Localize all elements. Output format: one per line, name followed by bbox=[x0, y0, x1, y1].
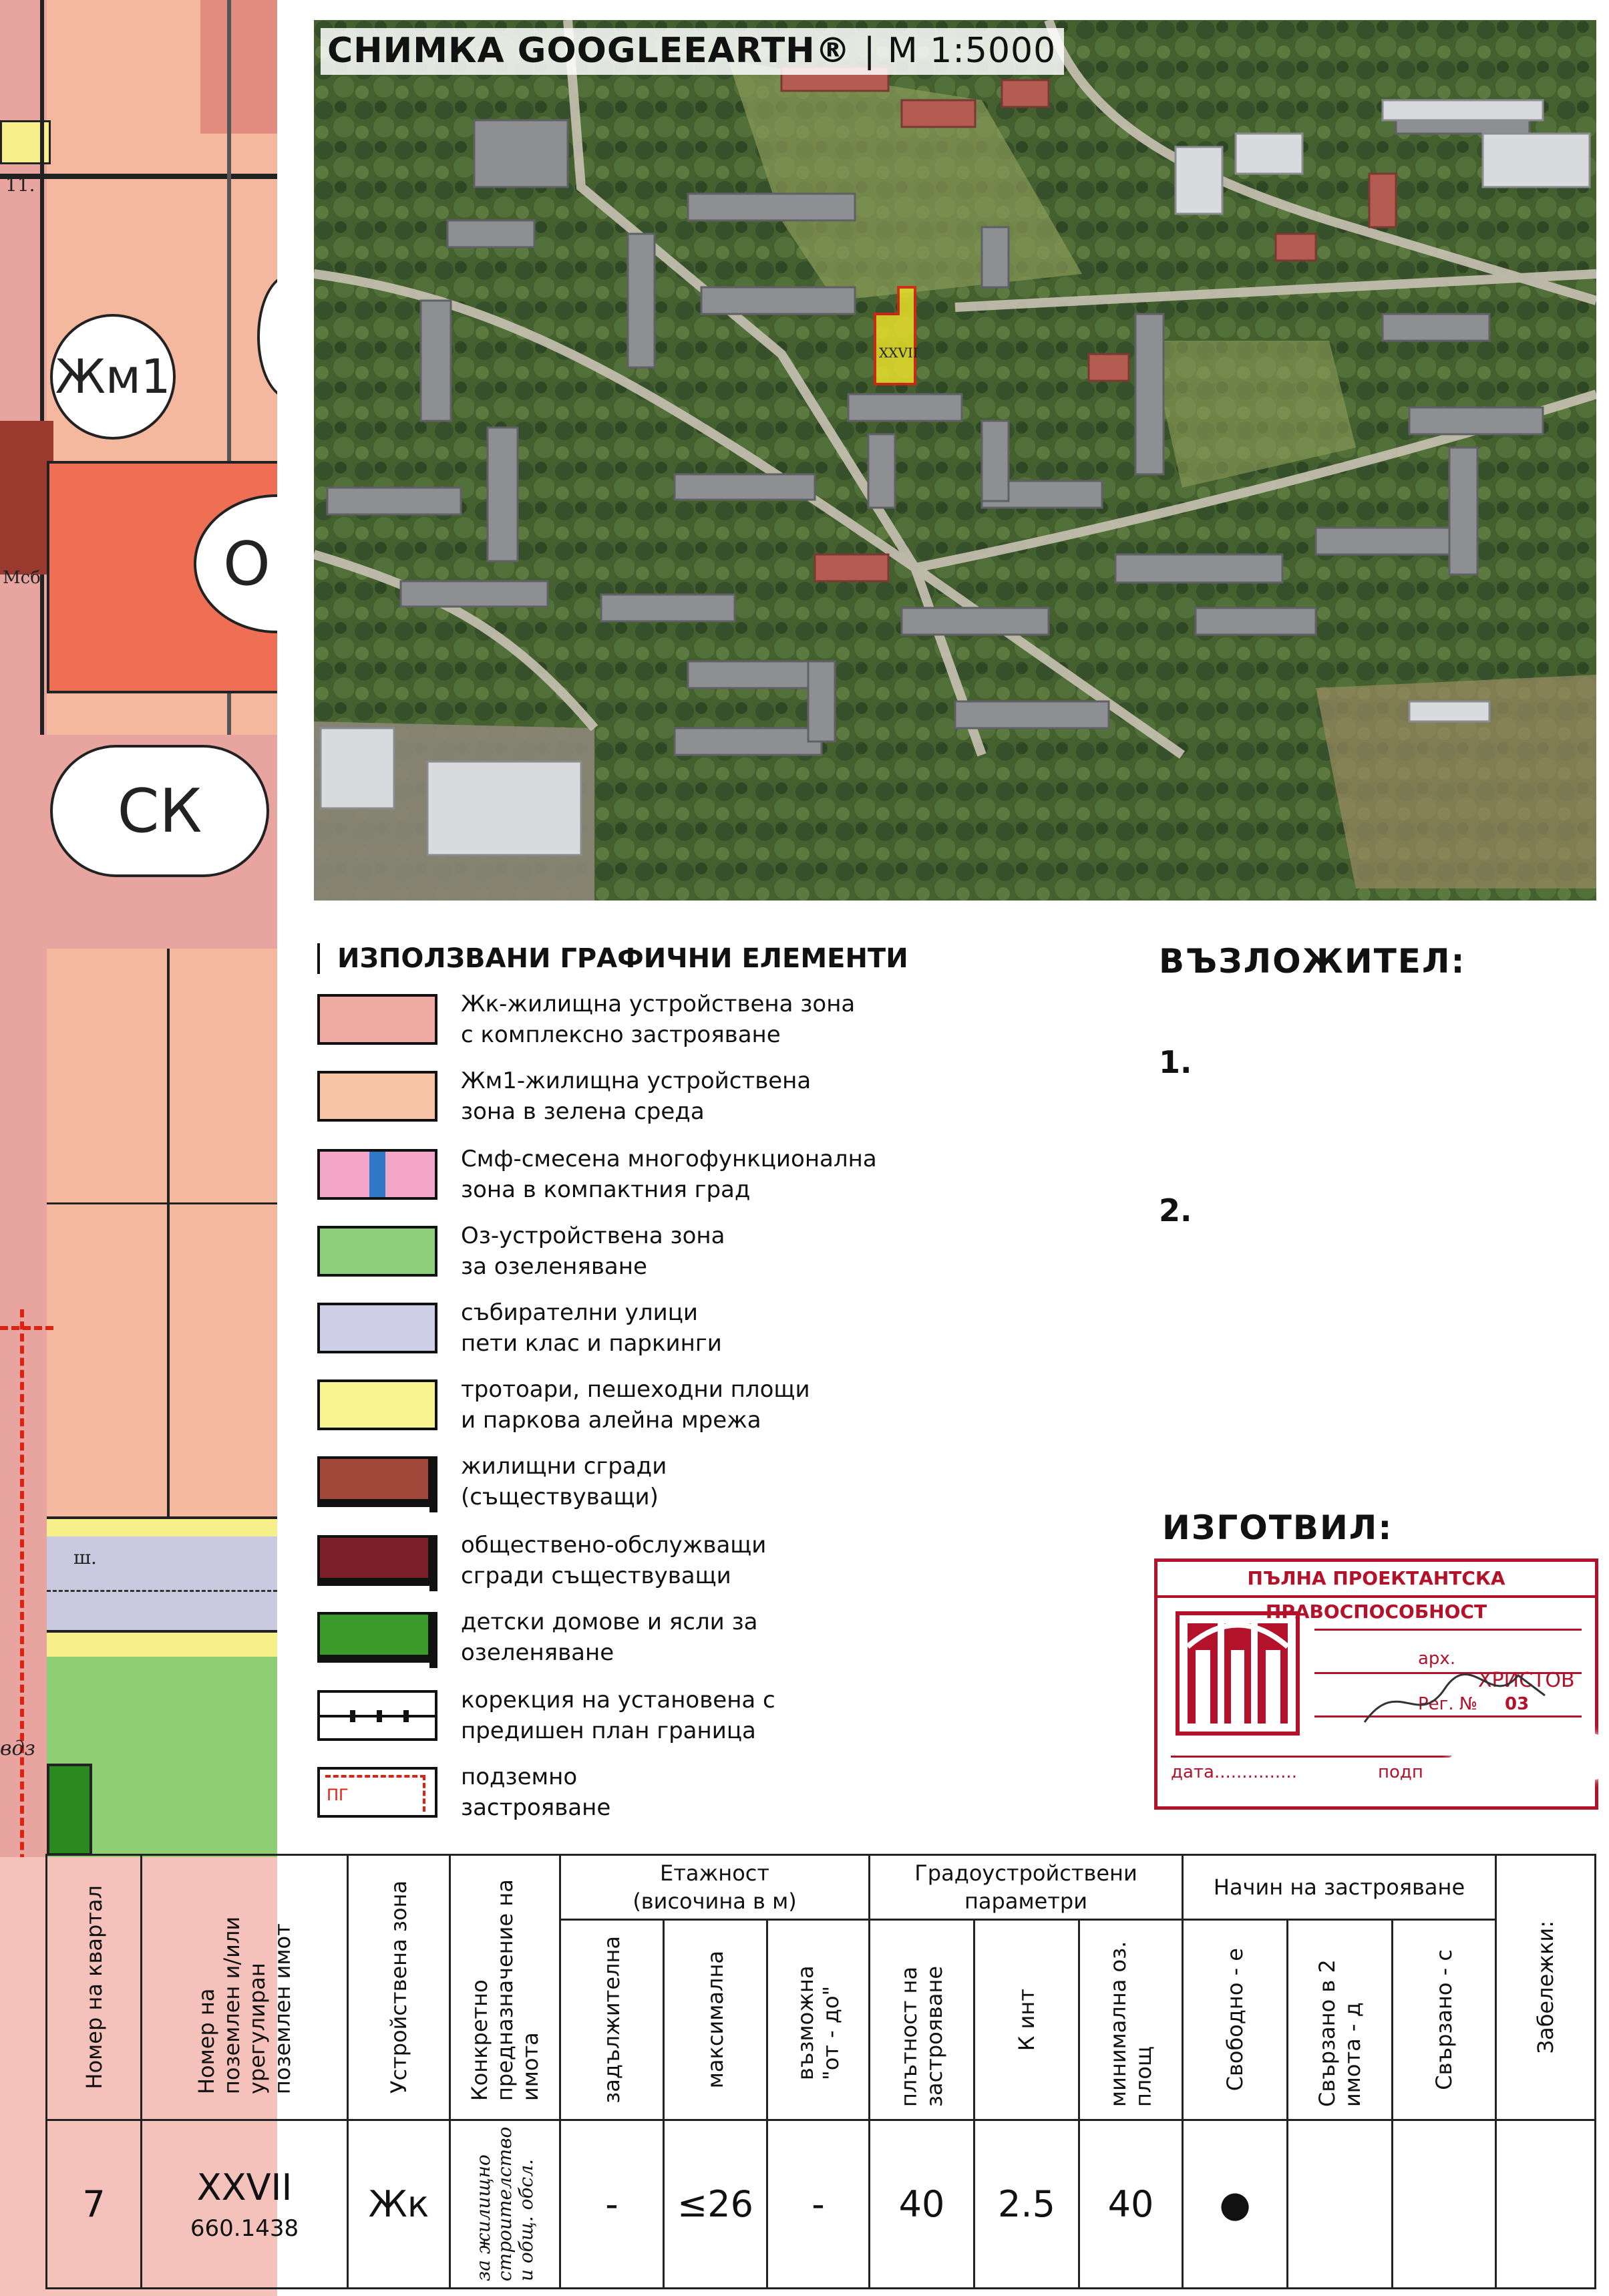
legend-text: Смф-смесена многофункционална зона в компактния град bbox=[461, 1146, 877, 1203]
legend-item bbox=[317, 989, 985, 1055]
legend-item bbox=[317, 1297, 985, 1364]
stamp-header: ПЪЛНА ПРОЕКТАНТСКА ПРАВОСПОСОБНОСТ bbox=[1157, 1562, 1595, 1598]
map-fragment-text: вдз bbox=[0, 1737, 35, 1760]
header-build-group: Начин на застрояване bbox=[1182, 1854, 1497, 1921]
map-fragment-text: ш. bbox=[73, 1546, 97, 1569]
legend-item bbox=[317, 1762, 985, 1828]
legend-item bbox=[317, 1220, 985, 1287]
map-fragment-text: 11. bbox=[5, 174, 35, 196]
aerial-title-text: СНИМКА GOOGLEEARTH® bbox=[327, 31, 851, 71]
legend-swatch bbox=[317, 1149, 437, 1200]
header-possible: възможна "от - до" bbox=[766, 1919, 870, 2121]
legend-item bbox=[317, 1685, 985, 1752]
legend-text: тротоари, пешеходни площи и паркова алейна мрежа bbox=[461, 1376, 810, 1434]
legend-text: подземно застрояване bbox=[461, 1764, 611, 1821]
legend-text: Жм1-жилищна устройствена зона в зелена среда bbox=[461, 1068, 812, 1125]
cell-block-no: 7 bbox=[45, 2119, 142, 2289]
zone-circle-zhm1 bbox=[50, 314, 176, 440]
header-params-group: Градоустройствени параметри bbox=[868, 1854, 1184, 1921]
assignor-item-2: 2. bbox=[1159, 1192, 1192, 1228]
header-zone: Устройствена зона bbox=[347, 1854, 451, 2121]
architect-stamp bbox=[1154, 1559, 1598, 1810]
aerial-photo bbox=[314, 20, 1596, 900]
red-dashed-boundary bbox=[0, 1326, 53, 1330]
header-linked: Свързано - с bbox=[1391, 1919, 1497, 2121]
zone-oval-sk bbox=[50, 745, 269, 877]
prepared-by-label: ИЗГОТВИЛ: bbox=[1162, 1508, 1393, 1547]
legend-text: жилищни сгради (съществуващи) bbox=[461, 1453, 667, 1510]
header-kint: К инт bbox=[973, 1919, 1080, 2121]
header-density: плътност на застрояване bbox=[868, 1919, 975, 2121]
cell-possible: - bbox=[766, 2119, 870, 2289]
legend-swatch bbox=[317, 1612, 437, 1663]
header-free: Свободно - е bbox=[1182, 1919, 1288, 2121]
stamp-reg-no: 03 bbox=[1505, 1694, 1530, 1714]
header-notes: Забележки: bbox=[1495, 1854, 1596, 2121]
corner-zone bbox=[200, 0, 277, 134]
cell-density: 40 bbox=[868, 2119, 975, 2289]
legend-text: детски домове и ясли за озеленяване bbox=[461, 1609, 758, 1666]
legend-item bbox=[317, 1530, 985, 1597]
chamber-logo-icon bbox=[1174, 1610, 1301, 1737]
existing-building bbox=[0, 421, 53, 575]
header-block-no: Номер на квартал bbox=[45, 1854, 142, 2121]
legend-text: обществено-обслужващи сгради съществуващи bbox=[461, 1532, 767, 1589]
assignor-label: ВЪЗЛОЖИТЕЛ: bbox=[1159, 942, 1466, 981]
stamp-reg: Рег. № bbox=[1418, 1694, 1477, 1714]
stamp-name: ХРИСТОВ bbox=[1478, 1669, 1575, 1692]
legend-swatch bbox=[317, 1303, 437, 1353]
cell-min-green: 40 bbox=[1078, 2119, 1184, 2289]
aerial-scale: | М 1:5000 bbox=[863, 31, 1057, 71]
legend-text: Оз-устройствена зона за озеленяване bbox=[461, 1222, 725, 1280]
legend-item bbox=[317, 1065, 985, 1132]
legend-swatch bbox=[317, 1226, 437, 1277]
legend-title: ИЗПОЛЗВАНИ ГРАФИЧНИ ЕЛЕМЕНТИ bbox=[317, 943, 908, 974]
legend-swatch bbox=[317, 1535, 437, 1586]
legend-text: събирателни улици пети клас и паркинги bbox=[461, 1299, 722, 1357]
legend-swatch bbox=[317, 1071, 437, 1122]
legend-text: Жк-жилищна устройствена зона с комплексно застрояване bbox=[461, 991, 856, 1048]
cell-notes bbox=[1495, 2119, 1596, 2289]
signature-scribble bbox=[1358, 1669, 1558, 1736]
stamp-sign-label: подп bbox=[1378, 1762, 1423, 1782]
red-dashed-boundary bbox=[20, 1309, 24, 1911]
aerial-image bbox=[314, 20, 1596, 900]
stamp-arch: арх. bbox=[1418, 1649, 1456, 1669]
cell-kint: 2.5 bbox=[973, 2119, 1080, 2289]
plot-label: XXVII bbox=[879, 345, 918, 361]
map-fragment-text: Мсб bbox=[3, 568, 41, 588]
stamp-date: дата............... bbox=[1171, 1762, 1297, 1782]
cell-linked bbox=[1391, 2119, 1497, 2289]
legend-item bbox=[317, 1451, 985, 1518]
header-linked2: Свързано в 2 имота - д bbox=[1286, 1919, 1393, 2121]
stamp-redaction bbox=[1442, 1731, 1609, 1800]
cell-free: ● bbox=[1182, 2119, 1288, 2289]
cell-mandatory: - bbox=[559, 2119, 665, 2289]
header-floors-group: Етажност (височина в м) bbox=[559, 1854, 870, 1921]
zone-label: СК bbox=[117, 776, 202, 846]
zone-label: О bbox=[223, 528, 271, 599]
cell-plot-no: XXVII 660.1438 bbox=[140, 2119, 349, 2289]
underground-code: ПГ bbox=[327, 1786, 349, 1804]
zone-label: Жм1 bbox=[55, 349, 171, 404]
header-plot-no: Номер на поземлен и/или урегулиран поземлен имот bbox=[140, 1854, 349, 2121]
legend-swatch bbox=[317, 1690, 437, 1741]
cell-zone: Жк bbox=[347, 2119, 451, 2289]
cell-linked2 bbox=[1286, 2119, 1393, 2289]
parcel-line bbox=[47, 1202, 277, 1204]
cell-purpose: за жилищно строителство и общ. обсл. bbox=[449, 2119, 561, 2289]
legend-swatch bbox=[317, 1767, 437, 1818]
legend-item bbox=[317, 1374, 985, 1441]
assignor-item-1: 1. bbox=[1159, 1044, 1192, 1080]
legend-swatch bbox=[317, 1456, 437, 1507]
header-mandatory: задължителна bbox=[559, 1919, 665, 2121]
header-min-green: минимална оз. площ bbox=[1078, 1919, 1184, 2121]
stamp-line bbox=[1314, 1629, 1582, 1631]
legend-swatch bbox=[317, 1379, 437, 1430]
header-purpose: Конкретно предназначение на имота bbox=[449, 1854, 561, 2121]
legend-item bbox=[317, 1144, 985, 1210]
legend-swatch bbox=[317, 994, 437, 1045]
zone-lower bbox=[47, 949, 277, 1516]
parcel-line bbox=[167, 949, 170, 1516]
cell-maximum: ≤26 bbox=[663, 2119, 768, 2289]
header-maximum: максимална bbox=[663, 1919, 768, 2121]
legend-text: корекция на установена с предишен план граница bbox=[461, 1687, 775, 1744]
kindergarten-block bbox=[47, 1764, 92, 1856]
aerial-title bbox=[321, 28, 1064, 75]
legend-item bbox=[317, 1607, 985, 1673]
street-axis bbox=[47, 1590, 277, 1592]
sidewalk-strip bbox=[47, 1630, 277, 1659]
